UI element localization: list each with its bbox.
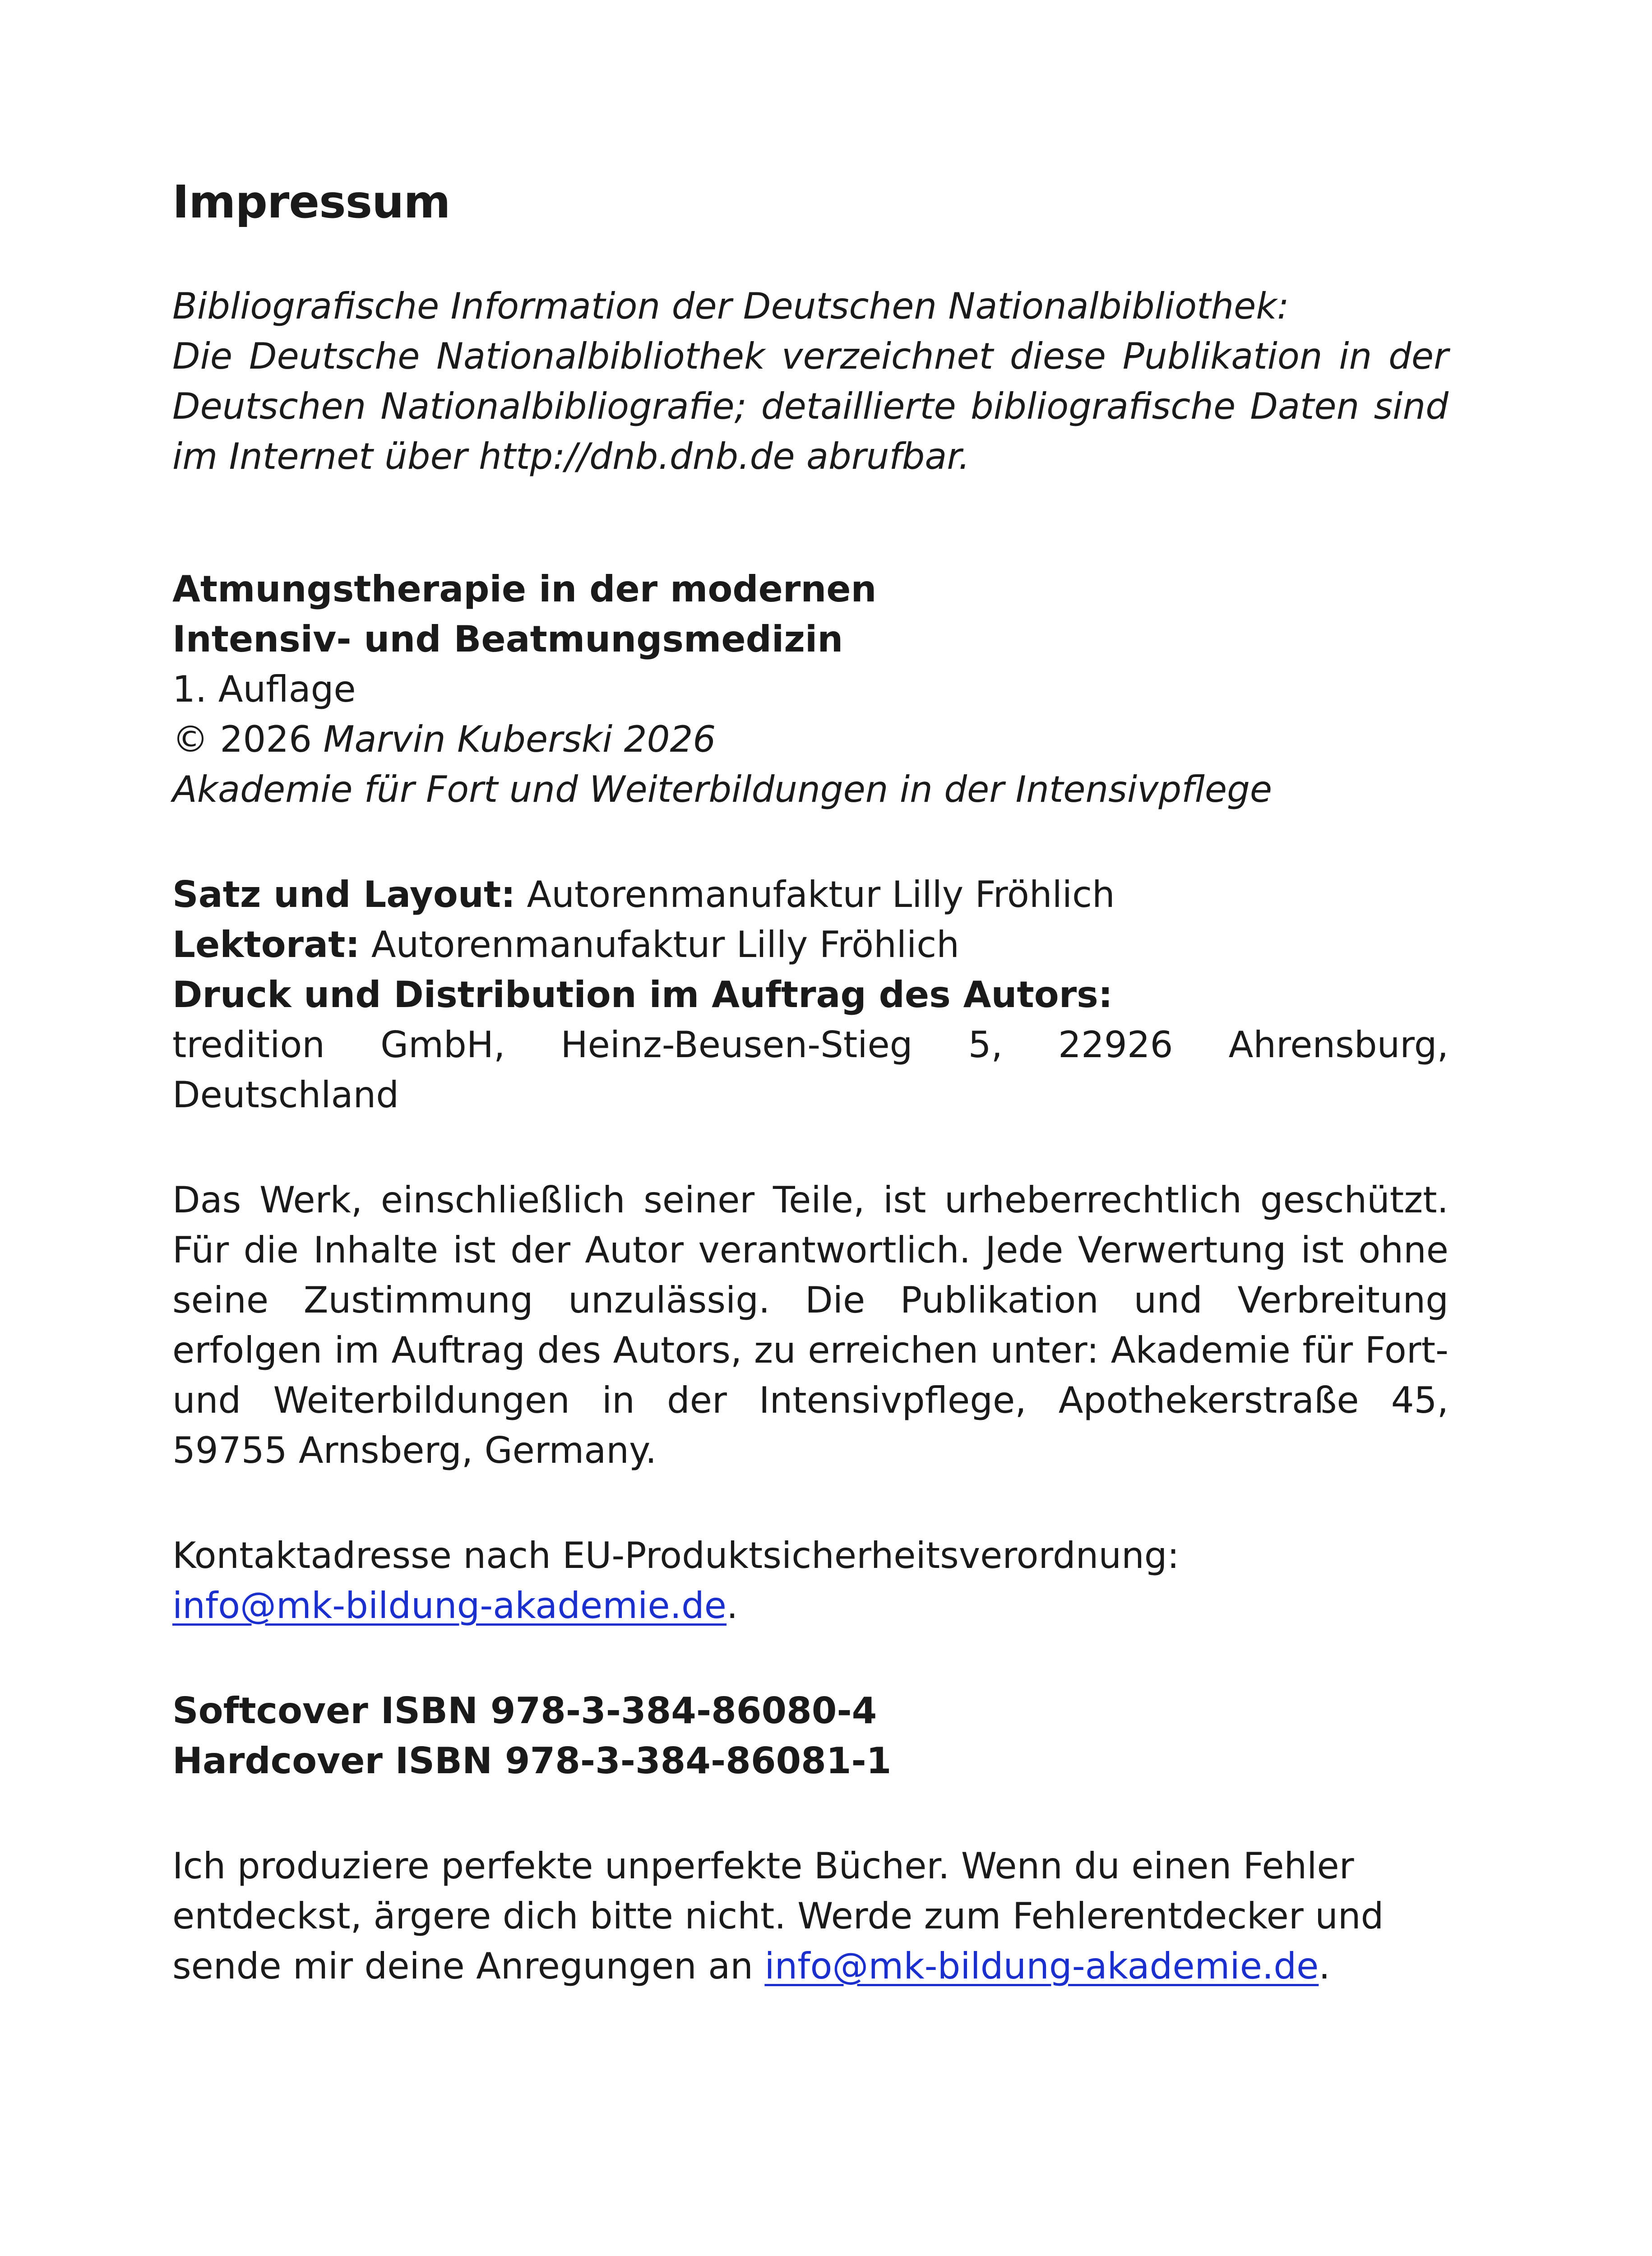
copyright-prefix: © 2026: [172, 718, 324, 760]
contact-suffix: .: [727, 1585, 738, 1627]
credit-layout-label: Satz und Layout:: [172, 874, 516, 915]
credit-druck-country: Deutschland: [172, 1074, 399, 1116]
credit-layout: [172, 869, 1448, 920]
contact: [172, 1530, 1448, 1631]
impressum-page: [172, 176, 1448, 1991]
credits: [172, 869, 1448, 1120]
isbn-block: [172, 1686, 1448, 1786]
page-title: Impressum: [172, 176, 450, 228]
contact-label: Kontaktadresse nach EU-Produktsicherheitsverordnung:: [172, 1535, 1180, 1576]
credit-druck-label: Druck und Distribution im Auftrag des Autors:: [172, 974, 1113, 1016]
copyright-notice: Das Werk, einschließlich seiner Teile, ist urheberrechtlich geschützt. Für die Inhalte ist der Autor verantwortlich. Jede Verwertung ist ohne seine Zustimmung unzulässig. Die Publikation und Verbreitung erfolgen im Auftrag des Autors, zu erreichen unter: Akademie für Fort- und Weiterbildungen in der Intensivpflege, Apothekerstraße 45, 59755 Arnsberg, Germany.: [172, 1179, 1448, 1471]
dnb-notice: [172, 281, 1448, 481]
book-info: [172, 564, 1448, 814]
isbn-softcover: Softcover ISBN 978-3-384-86080-4: [172, 1690, 877, 1732]
publisher: Akademie für Fort und Weiterbildungen in der Intensivpflege: [172, 768, 1273, 810]
credit-druck-address: tredition GmbH, Heinz-Beusen-Stieg 5, 22926 Ahrensburg,: [172, 1024, 1448, 1066]
edition: 1. Auflage: [172, 668, 356, 710]
isbn-hardcover: Hardcover ISBN 978-3-384-86081-1: [172, 1740, 892, 1782]
contact-email-line: [172, 1581, 1448, 1631]
credit-layout-value: Autorenmanufaktur Lilly Fröhlich: [515, 874, 1115, 915]
dnb-heading: Bibliografische Information der Deutschen Nationalbibliothek:: [172, 285, 1289, 327]
book-title-line2: Intensiv- und Beatmungsmedizin: [172, 618, 843, 660]
closing-note: [172, 1841, 1400, 1991]
book-title-line1: Atmungstherapie in der modernen: [172, 568, 877, 610]
copyright-line: [172, 714, 1448, 764]
closing-email-link[interactable]: info@mk-bildung-akademie.de: [764, 1945, 1319, 1987]
closing-suffix: .: [1319, 1945, 1330, 1987]
contact-email-link[interactable]: info@mk-bildung-akademie.de: [172, 1585, 727, 1627]
credit-lektorat: [172, 920, 1448, 970]
copyright-author: Marvin Kuberski 2026: [323, 718, 716, 760]
dnb-text: Die Deutsche Nationalbibliothek verzeichnet diese Publikation in der Deutschen Nationalbibliografie; detaillierte bibliografische Daten sind im Internet über http://dnb.dnb.de abrufbar.: [172, 335, 1448, 477]
credit-lektorat-value: Autorenmanufaktur Lilly Fröhlich: [360, 924, 959, 966]
credit-lektorat-label: Lektorat:: [172, 924, 360, 966]
closing-text: Ich produziere perfekte unperfekte Bücher. Wenn du einen Fehler entdeckst, ärgere dich bitte nicht. Werde zum Fehlerentdecker und sende mir deine Anregungen an: [172, 1845, 1384, 1987]
